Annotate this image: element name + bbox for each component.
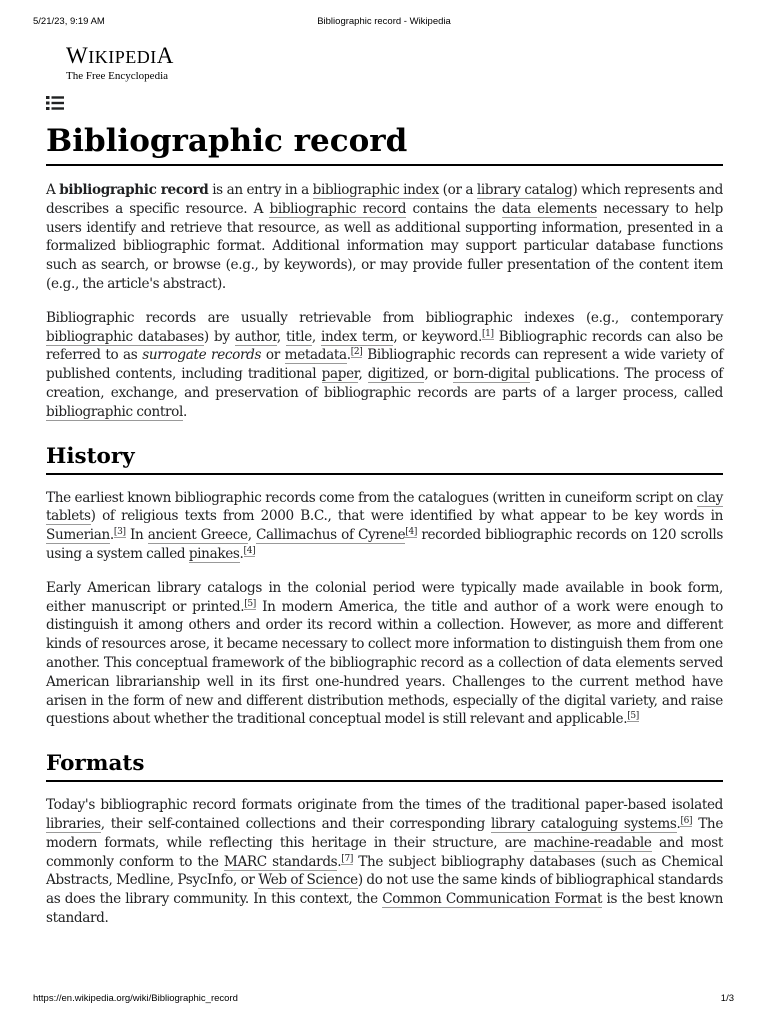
print-page-title: Bibliographic record - Wikipedia [317,16,451,27]
history-paragraph-2: Early American library catalogs in the colonial period were typically made available in book form, either manuscript or printed.[5] In modern America, the title and author of a work were enough to distinguish it among others and order its record within a collection. However, as more and different kinds of resources arose, it became necessary to collect more information to distinguish them from one another. This conceptual framework of the bibliographic record as a collection of data elements served American librarianship well in its first one-hundred years. Challenges to the current method have arisen in the form of new and different distribution methods, especially of the digital variety, and raise questions about whether the traditional conceptual model is still relevant and applicable.[5] [46,579,724,728]
link-born-digital[interactable]: born-digital [453,366,530,383]
link-machine-readable[interactable]: machine-readable [533,834,652,851]
heading-history: History [46,441,723,475]
intro-paragraph-2: Bibliographic records are usually retrievable from bibliographic indexes (e.g., contemporary bibliographic databases) by author, title, index term, or keyword.[1] Bibliographic records can also be referred to as surrogate records or metadata.[2] Bibliographic records can represent a wide variety of published contents, including traditional paper, digitized, or born-digital publications. The process of creation, exchange, and preservation of bibliographic records are parts of a larger process, called bibliographic control. [46,309,724,420]
italic-term: surrogate records [142,347,262,364]
bold-term: bibliographic record [59,182,209,198]
link-sumerian[interactable]: Sumerian [46,527,110,544]
ref-1[interactable]: [1] [482,328,494,339]
ref-5[interactable]: [5] [244,598,256,609]
link-paper[interactable]: paper [321,366,359,383]
link-ancient-greece[interactable]: ancient Greece [147,527,248,544]
page-title: Bibliographic record [46,118,723,166]
wikipedia-wordmark: WIKIPEDIA [66,43,174,68]
link-library-cataloguing-systems[interactable]: library cataloguing systems [490,815,677,832]
ref-2[interactable]: [2] [350,347,363,358]
link-author[interactable]: author [234,328,277,345]
link-web-of-science[interactable]: Web of Science [258,872,358,889]
ref-4[interactable]: [4] [405,527,417,538]
link-libraries[interactable]: libraries [46,815,101,832]
history-paragraph-1: The earliest known bibliographic records come from the catalogues (written in cuneiform script on clay tablets) of religious texts from 2000 B.C., that were identified by what appear to be key words in Sumerian.[3] In ancient Greece, Callimachus of Cyrene[4] recorded bibliographic records on 120 scrolls using a system called pinakes.[4] [46,489,723,562]
link-index-term[interactable]: index term [321,328,394,345]
link-clay-tablets[interactable]: clay tablets [46,489,723,525]
wikipedia-tagline: The Free Encyclopedia [66,70,169,82]
link-pinakes[interactable]: pinakes [188,545,240,562]
heading-formats: Formats [46,748,723,782]
formats-paragraph-1: Today's bibliographic record formats originate from the times of the traditional paper-based isolated libraries, their self-contained collections and their corresponding library cataloguing systems.[6] The modern formats, while reflecting this heritage in their structure, are machine-readable and most commonly conform to the MARC standards.[7] The subject bibliography databases (such as Chemical Abstracts, Medline, PsycInfo, or Web of Science) do not use the same kinds of bibliographical standards as does the library community. In this context, the Common Communication Format is the best known standard. [46,797,724,926]
ref-3[interactable]: [3] [113,527,126,538]
link-title[interactable]: title [286,328,312,345]
link-digitized[interactable]: digitized [367,366,425,383]
intro-paragraph-1: A bibliographic record is an entry in a bibliographic index (or a library catalog) which represents and describes a specific resource. A bibliographic record contains the data elements necessary to help users identify and retrieve that resource, as well as additional supporting information, presented in a formalized bibliographic format. Additional information may support particular database functions such as search, or browse (e.g., by keywords), or may provide fuller presentation of the content item (e.g., the article's abstract). [46,182,724,292]
link-bibliographic-index[interactable]: bibliographic index [312,182,439,198]
link-common-communication-format[interactable]: Common Communication Format [382,891,603,908]
link-callimachus[interactable]: Callimachus of Cyrene [256,527,406,544]
print-page-count: 1/3 [720,993,734,1004]
print-header [0,16,768,30]
link-data-elements[interactable]: data elements [501,200,597,217]
link-library-catalog[interactable]: library catalog [476,182,573,198]
hamburger-menu-icon[interactable] [46,95,66,111]
print-url: https://en.wikipedia.org/wiki/Bibliographic_record [33,993,238,1004]
link-marc-standards[interactable]: MARC standards [223,853,338,870]
ref-6[interactable]: [6] [680,815,693,826]
print-datetime: 5/21/23, 9:19 AM [33,16,105,27]
link-bibliographic-databases[interactable]: bibliographic databases [46,328,204,345]
article-content [46,118,723,928]
link-bibliographic-control[interactable]: bibliographic control [46,403,183,420]
link-bibliographic-record[interactable]: bibliographic record [269,200,407,217]
wikipedia-logo[interactable] [66,44,174,82]
ref-4[interactable]: [4] [243,545,256,556]
print-footer [0,993,768,1007]
ref-7[interactable]: [7] [341,853,353,864]
link-metadata[interactable]: metadata [284,347,347,364]
ref-5[interactable]: [5] [627,711,639,722]
